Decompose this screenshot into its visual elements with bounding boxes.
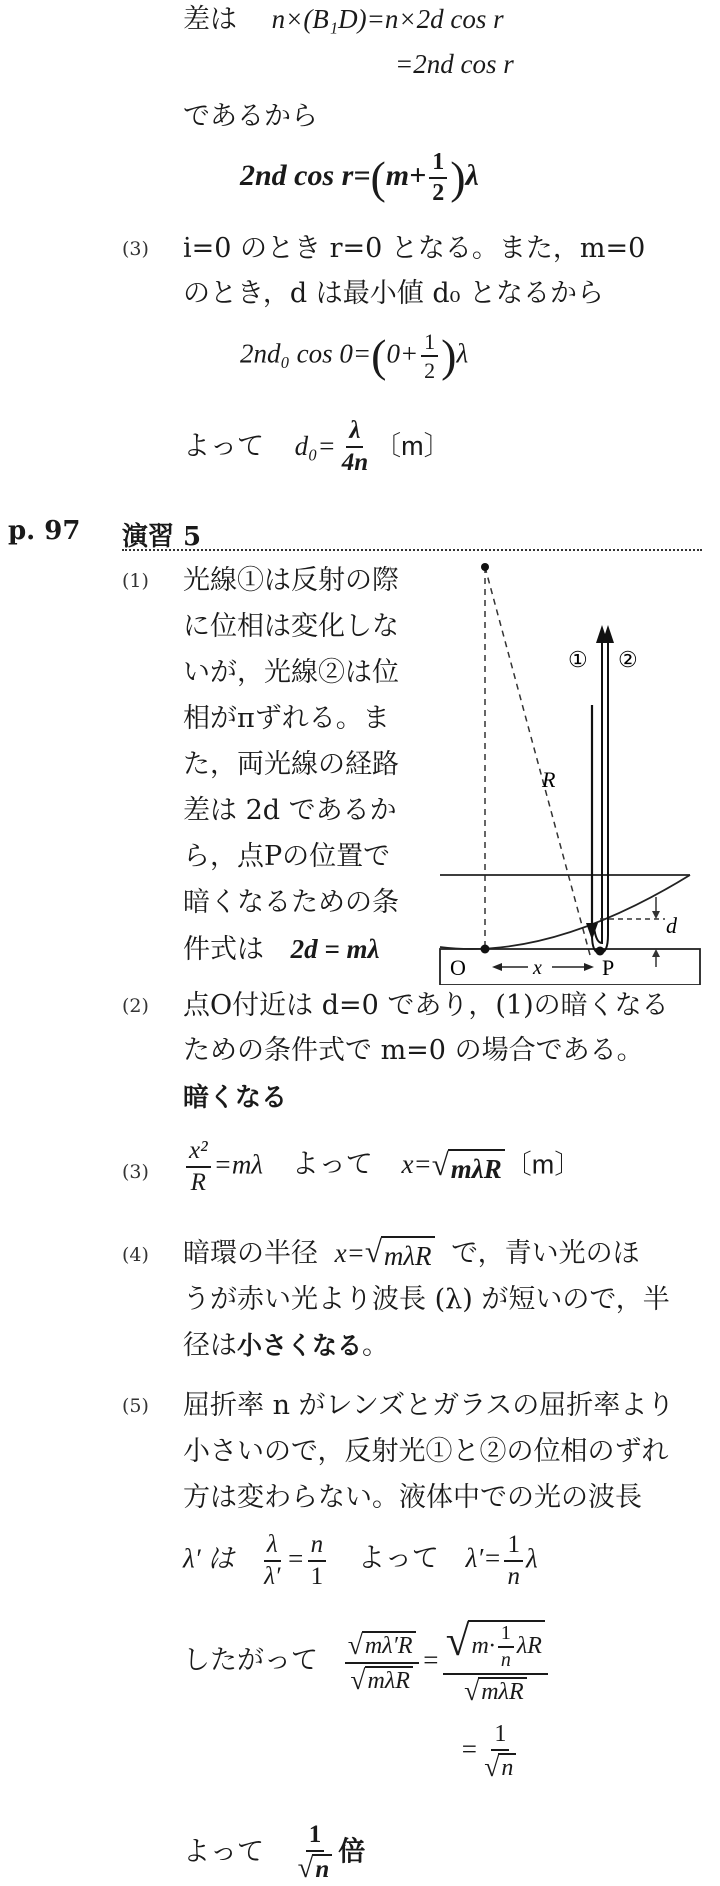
label-P: P [602,955,615,980]
ans3a-prefix: よって [183,430,264,462]
part-1-line-3: いが，光線②は位 [183,657,399,688]
part-2-label: (2) [122,995,149,1017]
eq3b-sqrt-arg: mλR [448,1149,505,1186]
part-1-line-5: た，両光線の経路 [183,749,399,780]
eq3b-num: x² [186,1138,211,1168]
path-difference-simplified: =2nd cos r [395,49,514,79]
eq3a-frac-num: 1 [421,330,438,357]
part-1-line-9 [183,932,379,967]
part-4-label: (4) [122,1244,149,1266]
part-4-prefix: 暗環の半径 [183,1238,318,1269]
eq3b-unit: 〔m〕 [504,1149,582,1180]
l4-frac1-den: λ′ [264,1563,281,1591]
part-2-answer: 暗くなる [183,1082,288,1112]
ans3a-den: 4n [341,449,369,477]
l6-den-sqrt: n [498,1753,516,1781]
part-4-l3-suffix: 。 [362,1330,390,1361]
d-arrowhead-bottom [652,949,660,957]
part-4-answer: 小さくなる [237,1332,363,1360]
l4-post: λ [525,1543,538,1574]
x-arrow-left [492,963,502,971]
part-4-line-1: 暗環の半径 x= √ mλR で，青い光のほ [183,1234,640,1271]
part-4-suffix: で，青い光のほ [451,1238,640,1269]
section-title: 演習 5 [122,522,202,552]
part-1-line-8: 暗くなるための条 [183,887,399,918]
part-3b-label: (3) [122,1161,149,1183]
label-O: O [450,955,466,980]
ring-radius-equation: $\frac{\text{x²}}{R}$ =mλ よって x= √ mλR 〔m〕 [183,1138,581,1197]
point-O [481,945,490,954]
l4-frac3-den: n [507,1563,520,1591]
l4-frac1-num: λ [264,1532,281,1562]
label-ray-1: ① [568,647,588,672]
l6-num: 1 [491,1722,509,1751]
ratio-equation: したがって √ mλ′R √ mλR = √ m· $\frac{1}{n}$ λR √ mλR [183,1620,551,1705]
ans5-suffix: 倍 [338,1836,366,1867]
ans5-num: 1 [306,1822,325,1852]
l5-eq: = [421,1644,440,1675]
label-x: x [533,957,542,979]
part-5-line-3: 方は変わらない。液体中での光の波長 [183,1482,642,1513]
eq3b-prefix: よって [291,1149,373,1180]
radius-line-dashed [485,567,590,955]
l5-rnum-frac-num: 1 [498,1623,514,1648]
part-3a-line-2: のとき，d は最小値 d₀ となるから [183,278,605,309]
part-3a-line-1: i=0 のとき r=0 となる。また，m=0 [183,233,646,264]
newton-rings-figure [430,555,710,985]
part-1-line-6: 差は 2d であるか [183,795,397,826]
top-line-1-prefix: 差は [183,4,237,35]
part-1-last-prefix: 件式は [183,934,264,965]
ans5-prefix: よって [183,1836,264,1868]
d-arrowhead-top [652,911,660,919]
part-4-line-2: うが赤い光より波長 (λ) が短いので，半 [183,1284,670,1315]
l5-rnum-a: m· [471,1633,495,1660]
part-1-line-2: に位相は変化しな [183,611,399,642]
label-ray-2: ② [618,647,638,672]
part-5-answer: よって 1 √ n 倍 [183,1821,366,1885]
eq3a-inner: 0+ [386,338,419,369]
part-5-line-1: 屈折率 n がレンズとガラスの屈折率より [183,1390,675,1421]
ans5-den-sqrt: n [312,1854,332,1883]
top-line-1 [183,2,504,37]
l4-frac3-num: 1 [504,1532,523,1562]
label-d: d [666,913,677,938]
part-1-line-1: 光線①は反射の際 [183,565,399,596]
reflected-ray-2 [592,633,608,953]
dark-condition-equation: 2nd cos r=(m+ $\frac{1}{2}$ )λ [240,149,479,207]
eq3a-lambda: λ [456,338,469,369]
ans3a-var: d₀= [294,430,336,461]
top-line-3: であるから [183,101,318,132]
part-1-line-4: 相がπずれる。ま [183,703,390,734]
eq-m: m+ [385,159,427,193]
wavelength-in-liquid-equation [183,1532,538,1591]
l5-num-sqrt: mλ′R [362,1631,416,1659]
part-3a-label: (3) [122,238,149,260]
l4-frac2-den: 1 [310,1563,324,1591]
part-1-line-7: ら，点Pの位置で [183,841,391,872]
l4-frac2-num: n [308,1532,327,1562]
eq-frac-num: 1 [429,150,447,179]
l4-eq: = [286,1543,305,1574]
eq3b-mid: =mλ [213,1149,264,1180]
part-1-answer: 2d = mλ [290,934,380,964]
ratio-simplified: = 1 √ n [460,1722,522,1781]
ans3a-num: λ [346,418,363,448]
eq3b-lhs: x= [401,1149,432,1180]
eq-frac-den: 2 [432,180,445,207]
eq3b-den: R [190,1169,206,1197]
part-2-line-1: 点O付近は d=0 であり，(1)の暗くなる [183,990,669,1021]
eq-lambda: λ [465,159,479,193]
part-2-line-2: ための条件式で m=0 の場合である。 [183,1035,644,1066]
ans3a-unit: 〔m〕 [374,430,451,461]
l5-rnum-frac-den: n [500,1649,511,1671]
path-difference-expr: n×(B₁D)=n×2d cos r [271,4,504,34]
label-R: R [542,767,556,792]
l4-mid: よって [357,1543,439,1574]
part-4-sqrt-arg: mλR [381,1236,435,1273]
l4-prefix: λ′ は [183,1543,235,1574]
l5-rnum-b: λR [516,1633,542,1660]
x-arrow-right [584,963,594,971]
part-5-line-2: 小さいので，反射光①と②の位相のずれ [183,1436,669,1467]
part-4-lhs: x= [334,1238,365,1268]
part-4-line-3 [183,1329,389,1363]
page-reference: p. 97 [8,516,81,546]
l5-prefix: したがって [183,1644,318,1675]
eq3a-left: 2nd₀ cos 0= [240,338,372,369]
minimum-thickness-answer [183,418,451,477]
l5-rden-sqrt: mλR [478,1677,526,1705]
eq-left: 2nd cos r= [240,159,371,193]
reflected-ray-1 [594,633,602,943]
lens-center-point [481,563,489,571]
eq3a-frac-den: 2 [424,358,436,384]
l5-den-sqrt: mλR [365,1666,413,1694]
minimum-thickness-equation: 2nd₀ cos 0=(0+ $\frac{1}{2}$ )λ [240,329,469,384]
l4-lhs: λ′= [465,1543,502,1574]
part-5-label: (5) [122,1395,149,1417]
part-1-label: (1) [122,570,149,592]
part-4-l3-prefix: 径は [183,1330,237,1361]
l6-eq: = [460,1733,479,1764]
section-divider [122,549,702,551]
